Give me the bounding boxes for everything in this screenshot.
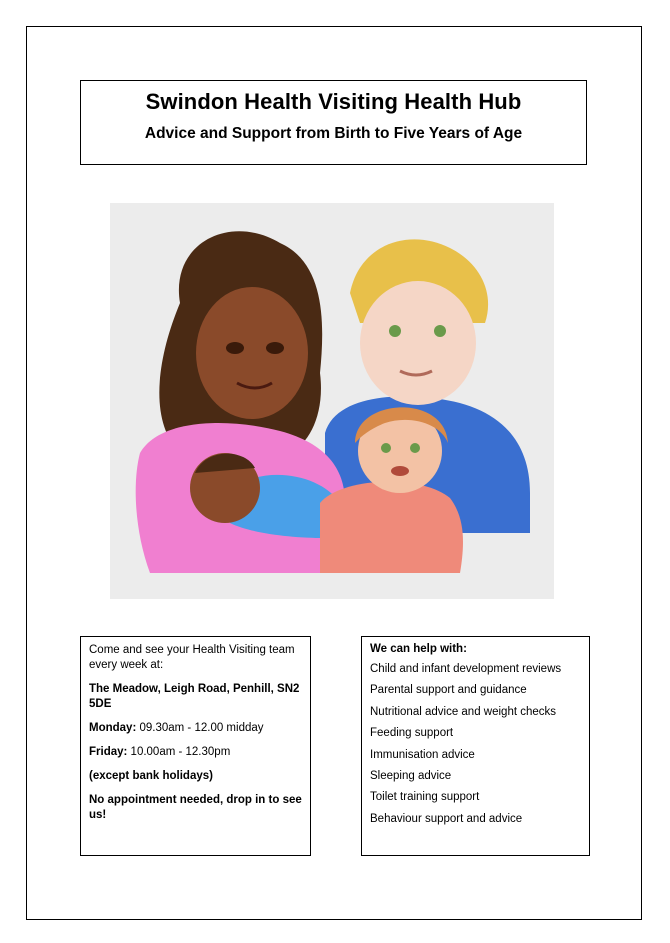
friday-time: 10.00am - 12.30pm <box>130 746 231 758</box>
help-item: Toilet training support <box>370 791 480 804</box>
monday-hours <box>89 721 302 736</box>
family-illustration <box>110 203 554 599</box>
family-illustration-icon <box>110 203 554 599</box>
visiting-info-box <box>80 636 311 856</box>
mother-face <box>196 287 308 419</box>
help-heading: We can help with: <box>370 643 467 655</box>
friday-label: Friday: <box>89 746 128 758</box>
monday-time: 09.30am - 12.00 midday <box>139 722 264 734</box>
help-item: Feeding support <box>370 727 454 740</box>
father-face <box>360 281 476 405</box>
intro-text: Come and see your Health Visiting team every week at: <box>89 644 295 671</box>
dropin-text: No appointment needed, drop in to see us! <box>89 794 302 821</box>
exception-text: (except bank holidays) <box>89 770 213 782</box>
title-box <box>80 80 587 165</box>
address-text: The Meadow, Leigh Road, Penhill, SN2 5DE <box>89 683 300 710</box>
help-list <box>370 662 581 826</box>
page-title: Swindon Health Visiting Health Hub <box>145 89 522 114</box>
help-item: Behaviour support and advice <box>370 812 523 825</box>
help-item: Nutritional advice and weight checks <box>370 705 557 718</box>
help-box <box>361 636 590 856</box>
girl-top <box>320 482 463 573</box>
help-item: Child and infant development reviews <box>370 663 562 675</box>
help-item: Sleeping advice <box>370 769 452 782</box>
help-item: Immunisation advice <box>370 748 475 761</box>
friday-hours <box>89 745 302 760</box>
page-subtitle: Advice and Support from Birth to Five Years of Age <box>144 125 523 142</box>
monday-label: Monday: <box>89 722 137 734</box>
help-item: Parental support and guidance <box>370 684 527 697</box>
